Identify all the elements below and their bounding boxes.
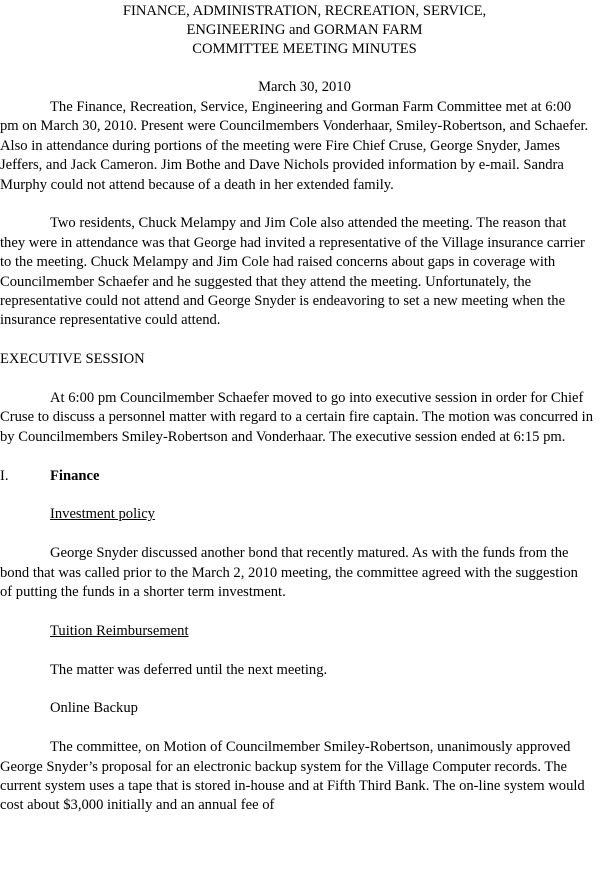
- document-body: [0, 98, 601, 816]
- online-backup-subheading: Online Backup: [50, 700, 138, 717]
- intro-paragraph-attendance: The Finance, Recreation, Service, Engineering and Gorman Farm Committee met at 6:00 pm on March 30, 2010. Present were Councilmembers Vonderhaar, Smiley-Robertson, and Schaefer. Also in attendance during portions of the meeting were Fire Chief Cruse, George Snyder, James Jeffers, and Jack Cameron. Jim Bothe and Dave Nichols provided information by e-mail. Sandra Murphy could not attend because of a death in her extended family.: [0, 99, 589, 193]
- tuition-reimbursement-label: Tuition Reimbursement: [50, 622, 189, 639]
- section-numeral: I.: [0, 467, 9, 484]
- finance-heading-label: Finance: [50, 467, 100, 484]
- online-backup-paragraph: The committee, on Motion of Councilmember Smiley-Robertson, unanimously approved George Snyder’s proposal for an electronic backup system for the Village Computer records. The current system uses a tape that is stored in-house and at Fifth Third Bank. The on-line system would cost about $3,000 initially and an annual fee of: [0, 739, 585, 814]
- meeting-date: March 30, 2010: [258, 79, 351, 95]
- document-title: [0, 0, 609, 59]
- title-line-3: COMMITTEE MEETING MINUTES: [192, 41, 417, 57]
- investment-policy-paragraph: George Snyder discussed another bond that recently matured. As with the funds from the bond that was called prior to the March 2, 2010 meeting, the committee agreed with the suggestion of putting the funds in a shorter term investment.: [0, 545, 578, 601]
- intro-paragraph-residents: Two residents, Chuck Melampy and Jim Cole also attended the meeting. The reason that they were in attendance was that George had invited a representative of the Village insurance carrier to the meeting. Chuck Melampy and Jim Cole had raised concerns about gaps in coverage with Councilmember Schaefer and he suggested that they attend the meeting. Unfortunately, the representative could not attend and George Snyder is endeavoring to set a new meeting when the insurance representative could attend.: [0, 215, 585, 329]
- tuition-reimbursement-subheading: [0, 622, 601, 641]
- title-line-1: FINANCE, ADMINISTRATION, RECREATION, SERVICE,: [122, 3, 487, 19]
- investment-policy-label: Investment policy: [50, 506, 155, 523]
- executive-session-paragraph: At 6:00 pm Councilmember Schaefer moved to go into executive session in order for Chief Cruse to discuss a personnel matter with regard to a certain fire captain. The motion was concurred in by Councilmembers Smiley-Robertson and Vonderhaar. The executive session ended at 6:15 pm.: [0, 390, 594, 445]
- finance-section-heading: [0, 467, 601, 486]
- executive-session-heading: EXECUTIVE SESSION: [0, 351, 145, 368]
- title-line-2: ENGINEERING and GORMAN FARM: [186, 22, 423, 38]
- tuition-reimbursement-paragraph: The matter was deferred until the next meeting.: [50, 661, 328, 678]
- investment-policy-subheading: [0, 505, 601, 524]
